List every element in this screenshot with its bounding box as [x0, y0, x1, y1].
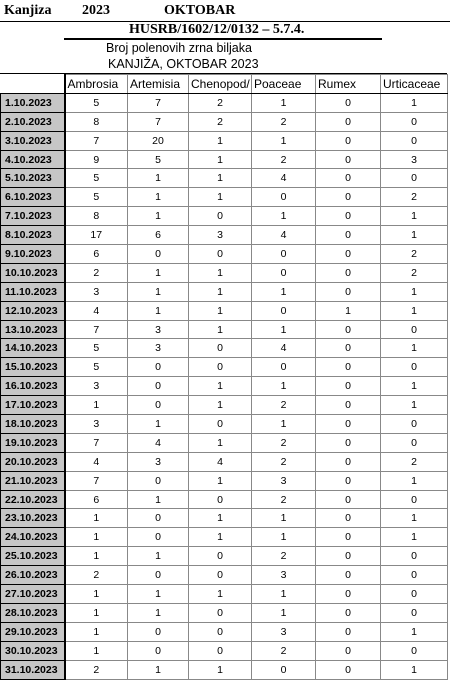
table-row	[1, 415, 448, 434]
value-cell: 1	[189, 509, 252, 528]
value-cell: 3	[65, 415, 128, 434]
value-cell: 0	[316, 585, 381, 604]
value-cell: 0	[128, 509, 189, 528]
value-cell: 2	[252, 490, 316, 509]
value-cell: 0	[316, 112, 381, 131]
value-cell: 1	[65, 509, 128, 528]
value-cell: 0	[128, 566, 189, 585]
value-cell: 1	[252, 509, 316, 528]
date-cell: 10.10.2023	[1, 263, 65, 282]
table-row	[1, 622, 448, 641]
date-cell: 15.10.2023	[1, 358, 65, 377]
value-cell: 2	[252, 433, 316, 452]
column-header: Urticaceae	[381, 75, 448, 94]
value-cell: 0	[189, 207, 252, 226]
value-cell: 8	[65, 207, 128, 226]
date-cell: 4.10.2023	[1, 150, 65, 169]
value-cell: 1	[381, 509, 448, 528]
value-cell: 0	[381, 585, 448, 604]
value-cell: 5	[65, 188, 128, 207]
date-cell: 3.10.2023	[1, 131, 65, 150]
value-cell: 8	[65, 112, 128, 131]
table-row	[1, 188, 448, 207]
value-cell: 1	[65, 396, 128, 415]
value-cell: 0	[189, 415, 252, 434]
value-cell: 0	[381, 112, 448, 131]
table-header-row	[1, 75, 448, 94]
table-row	[1, 282, 448, 301]
value-cell: 7	[128, 112, 189, 131]
value-cell: 17	[65, 226, 128, 245]
value-cell: 1	[128, 188, 189, 207]
value-cell: 0	[316, 603, 381, 622]
table-row	[1, 301, 448, 320]
value-cell: 0	[128, 641, 189, 660]
table-row	[1, 245, 448, 264]
value-cell: 0	[189, 490, 252, 509]
value-cell: 0	[316, 169, 381, 188]
value-cell: 1	[381, 396, 448, 415]
value-cell: 7	[65, 131, 128, 150]
value-cell: 0	[381, 547, 448, 566]
value-cell: 4	[128, 433, 189, 452]
rule-2	[64, 38, 382, 40]
date-cell: 5.10.2023	[1, 169, 65, 188]
value-cell: 0	[316, 188, 381, 207]
table-row	[1, 150, 448, 169]
date-cell: 8.10.2023	[1, 226, 65, 245]
value-cell: 4	[65, 452, 128, 471]
value-cell: 1	[128, 282, 189, 301]
value-cell: 2	[381, 245, 448, 264]
value-cell: 1	[128, 490, 189, 509]
value-cell: 1	[65, 547, 128, 566]
value-cell: 1	[65, 528, 128, 547]
date-cell: 20.10.2023	[1, 452, 65, 471]
value-cell: 2	[65, 660, 128, 679]
date-cell: 28.10.2023	[1, 603, 65, 622]
table-row	[1, 396, 448, 415]
value-cell: 1	[252, 93, 316, 112]
value-cell: 0	[189, 339, 252, 358]
value-cell: 0	[128, 622, 189, 641]
code-label: HUSRB/1602/12/0132 – 5.7.4.	[129, 22, 305, 37]
value-cell: 0	[316, 490, 381, 509]
value-cell: 0	[316, 471, 381, 490]
value-cell: 2	[381, 452, 448, 471]
value-cell: 1	[252, 585, 316, 604]
value-cell: 0	[128, 471, 189, 490]
value-cell: 1	[189, 377, 252, 396]
value-cell: 1	[381, 377, 448, 396]
value-cell: 0	[316, 622, 381, 641]
value-cell: 7	[65, 433, 128, 452]
value-cell: 0	[316, 566, 381, 585]
value-cell: 0	[381, 566, 448, 585]
value-cell: 0	[316, 433, 381, 452]
value-cell: 1	[252, 377, 316, 396]
value-cell: 0	[316, 207, 381, 226]
value-cell: 3	[128, 320, 189, 339]
value-cell: 2	[252, 641, 316, 660]
value-cell: 3	[252, 471, 316, 490]
date-cell: 23.10.2023	[1, 509, 65, 528]
date-cell: 21.10.2023	[1, 471, 65, 490]
value-cell: 1	[381, 207, 448, 226]
value-cell: 1	[252, 528, 316, 547]
date-cell: 30.10.2023	[1, 641, 65, 660]
date-cell: 2.10.2023	[1, 112, 65, 131]
value-cell: 3	[189, 226, 252, 245]
value-cell: 0	[316, 358, 381, 377]
value-cell: 0	[128, 377, 189, 396]
value-cell: 1	[252, 415, 316, 434]
value-cell: 0	[381, 415, 448, 434]
value-cell: 0	[316, 377, 381, 396]
value-cell: 6	[65, 490, 128, 509]
value-cell: 0	[252, 245, 316, 264]
value-cell: 0	[316, 396, 381, 415]
table-row	[1, 339, 448, 358]
value-cell: 1	[381, 282, 448, 301]
value-cell: 0	[316, 509, 381, 528]
value-cell: 5	[65, 339, 128, 358]
date-cell: 26.10.2023	[1, 566, 65, 585]
value-cell: 0	[189, 245, 252, 264]
value-cell: 6	[128, 226, 189, 245]
value-cell: 5	[65, 93, 128, 112]
value-cell: 1	[252, 131, 316, 150]
value-cell: 0	[316, 339, 381, 358]
value-cell: 1	[189, 585, 252, 604]
table-row	[1, 226, 448, 245]
value-cell: 3	[65, 377, 128, 396]
value-cell: 4	[65, 301, 128, 320]
table-row	[1, 112, 448, 131]
value-cell: 1	[189, 433, 252, 452]
value-cell: 1	[128, 415, 189, 434]
table-row	[1, 547, 448, 566]
value-cell: 1	[381, 301, 448, 320]
value-cell: 0	[316, 547, 381, 566]
place-label: Kanjiza	[4, 3, 52, 18]
value-cell: 0	[189, 622, 252, 641]
table-row	[1, 207, 448, 226]
value-cell: 3	[252, 622, 316, 641]
value-cell: 1	[128, 301, 189, 320]
date-cell: 13.10.2023	[1, 320, 65, 339]
month-label: OKTOBAR	[164, 3, 236, 18]
value-cell: 0	[128, 528, 189, 547]
value-cell: 0	[316, 282, 381, 301]
table-row	[1, 490, 448, 509]
value-cell: 1	[316, 301, 381, 320]
value-cell: 0	[252, 301, 316, 320]
value-cell: 0	[252, 358, 316, 377]
value-cell: 1	[128, 547, 189, 566]
value-cell: 0	[316, 93, 381, 112]
column-header: Artemisia	[128, 75, 189, 94]
value-cell: 1	[381, 226, 448, 245]
value-cell: 2	[381, 188, 448, 207]
value-cell: 0	[381, 433, 448, 452]
date-cell: 11.10.2023	[1, 282, 65, 301]
date-cell: 24.10.2023	[1, 528, 65, 547]
table-row	[1, 358, 448, 377]
value-cell: 0	[381, 358, 448, 377]
value-cell: 1	[65, 585, 128, 604]
table-row	[1, 263, 448, 282]
value-cell: 0	[252, 188, 316, 207]
table-row	[1, 433, 448, 452]
value-cell: 5	[65, 358, 128, 377]
date-cell: 22.10.2023	[1, 490, 65, 509]
column-header: Poaceae	[252, 75, 316, 94]
value-cell: 0	[189, 566, 252, 585]
value-cell: 0	[128, 245, 189, 264]
value-cell: 2	[189, 112, 252, 131]
table-row	[1, 528, 448, 547]
value-cell: 0	[316, 131, 381, 150]
table-row	[1, 585, 448, 604]
value-cell: 7	[128, 93, 189, 112]
date-cell: 12.10.2023	[1, 301, 65, 320]
value-cell: 1	[381, 471, 448, 490]
table-row	[1, 377, 448, 396]
value-cell: 0	[316, 245, 381, 264]
table-row	[1, 603, 448, 622]
value-cell: 1	[252, 207, 316, 226]
value-cell: 0	[381, 641, 448, 660]
value-cell: 2	[65, 263, 128, 282]
value-cell: 1	[381, 339, 448, 358]
corner-cell	[1, 75, 65, 94]
value-cell: 1	[189, 188, 252, 207]
value-cell: 0	[189, 603, 252, 622]
value-cell: 0	[316, 263, 381, 282]
value-cell: 0	[128, 396, 189, 415]
value-cell: 1	[381, 622, 448, 641]
value-cell: 1	[189, 169, 252, 188]
value-cell: 20	[128, 131, 189, 150]
value-cell: 1	[189, 471, 252, 490]
value-cell: 1	[65, 622, 128, 641]
value-cell: 1	[381, 660, 448, 679]
value-cell: 7	[65, 471, 128, 490]
column-header: Chenopod/	[189, 75, 252, 94]
value-cell: 2	[252, 452, 316, 471]
value-cell: 6	[65, 245, 128, 264]
table-row	[1, 93, 448, 112]
value-cell: 1	[65, 603, 128, 622]
value-cell: 1	[189, 660, 252, 679]
table-row	[1, 471, 448, 490]
date-cell: 25.10.2023	[1, 547, 65, 566]
value-cell: 1	[252, 603, 316, 622]
value-cell: 1	[65, 641, 128, 660]
table-row	[1, 452, 448, 471]
date-cell: 9.10.2023	[1, 245, 65, 264]
value-cell: 1	[128, 263, 189, 282]
subtitle-2: KANJIŽA, OKTOBAR 2023	[108, 57, 259, 71]
value-cell: 0	[316, 226, 381, 245]
value-cell: 3	[252, 566, 316, 585]
value-cell: 1	[189, 301, 252, 320]
value-cell: 1	[252, 320, 316, 339]
column-header: Ambrosia	[65, 75, 128, 94]
value-cell: 9	[65, 150, 128, 169]
value-cell: 1	[189, 282, 252, 301]
value-cell: 0	[316, 452, 381, 471]
value-cell: 1	[128, 207, 189, 226]
value-cell: 4	[189, 452, 252, 471]
pollen-table	[0, 74, 448, 680]
value-cell: 1	[189, 263, 252, 282]
date-cell: 19.10.2023	[1, 433, 65, 452]
value-cell: 0	[252, 263, 316, 282]
value-cell: 0	[381, 320, 448, 339]
date-cell: 27.10.2023	[1, 585, 65, 604]
date-cell: 17.10.2023	[1, 396, 65, 415]
table-row	[1, 509, 448, 528]
value-cell: 0	[381, 169, 448, 188]
value-cell: 0	[316, 641, 381, 660]
table-row	[1, 131, 448, 150]
value-cell: 0	[316, 660, 381, 679]
value-cell: 1	[189, 320, 252, 339]
value-cell: 7	[65, 320, 128, 339]
value-cell: 1	[128, 660, 189, 679]
date-cell: 31.10.2023	[1, 660, 65, 679]
value-cell: 0	[316, 415, 381, 434]
value-cell: 3	[128, 339, 189, 358]
value-cell: 1	[189, 131, 252, 150]
column-header: Rumex	[316, 75, 381, 94]
value-cell: 1	[381, 528, 448, 547]
value-cell: 2	[252, 112, 316, 131]
value-cell: 3	[381, 150, 448, 169]
value-cell: 1	[128, 585, 189, 604]
table-body	[1, 93, 448, 679]
value-cell: 1	[189, 150, 252, 169]
year-label: 2023	[82, 3, 110, 18]
value-cell: 0	[189, 358, 252, 377]
value-cell: 0	[316, 320, 381, 339]
date-cell: 16.10.2023	[1, 377, 65, 396]
value-cell: 0	[381, 131, 448, 150]
value-cell: 0	[189, 641, 252, 660]
value-cell: 2	[189, 93, 252, 112]
date-cell: 18.10.2023	[1, 415, 65, 434]
table-row	[1, 320, 448, 339]
date-cell: 7.10.2023	[1, 207, 65, 226]
value-cell: 4	[252, 226, 316, 245]
date-cell: 29.10.2023	[1, 622, 65, 641]
value-cell: 1	[128, 169, 189, 188]
value-cell: 1	[252, 282, 316, 301]
value-cell: 0	[128, 358, 189, 377]
date-cell: 1.10.2023	[1, 93, 65, 112]
value-cell: 0	[381, 603, 448, 622]
value-cell: 0	[316, 528, 381, 547]
value-cell: 2	[381, 263, 448, 282]
value-cell: 1	[128, 603, 189, 622]
value-cell: 4	[252, 339, 316, 358]
value-cell: 4	[252, 169, 316, 188]
value-cell: 5	[128, 150, 189, 169]
value-cell: 5	[65, 169, 128, 188]
table-row	[1, 660, 448, 679]
value-cell: 2	[252, 547, 316, 566]
date-cell: 14.10.2023	[1, 339, 65, 358]
value-cell: 3	[128, 452, 189, 471]
table-row	[1, 169, 448, 188]
value-cell: 2	[252, 396, 316, 415]
value-cell: 2	[65, 566, 128, 585]
value-cell: 1	[381, 93, 448, 112]
value-cell: 0	[189, 547, 252, 566]
table-row	[1, 566, 448, 585]
value-cell: 0	[381, 490, 448, 509]
value-cell: 3	[65, 282, 128, 301]
value-cell: 0	[252, 660, 316, 679]
value-cell: 2	[252, 150, 316, 169]
value-cell: 0	[316, 150, 381, 169]
date-cell: 6.10.2023	[1, 188, 65, 207]
value-cell: 1	[189, 528, 252, 547]
subtitle: Broj polenovih zrna biljaka	[106, 41, 252, 55]
value-cell: 1	[189, 396, 252, 415]
